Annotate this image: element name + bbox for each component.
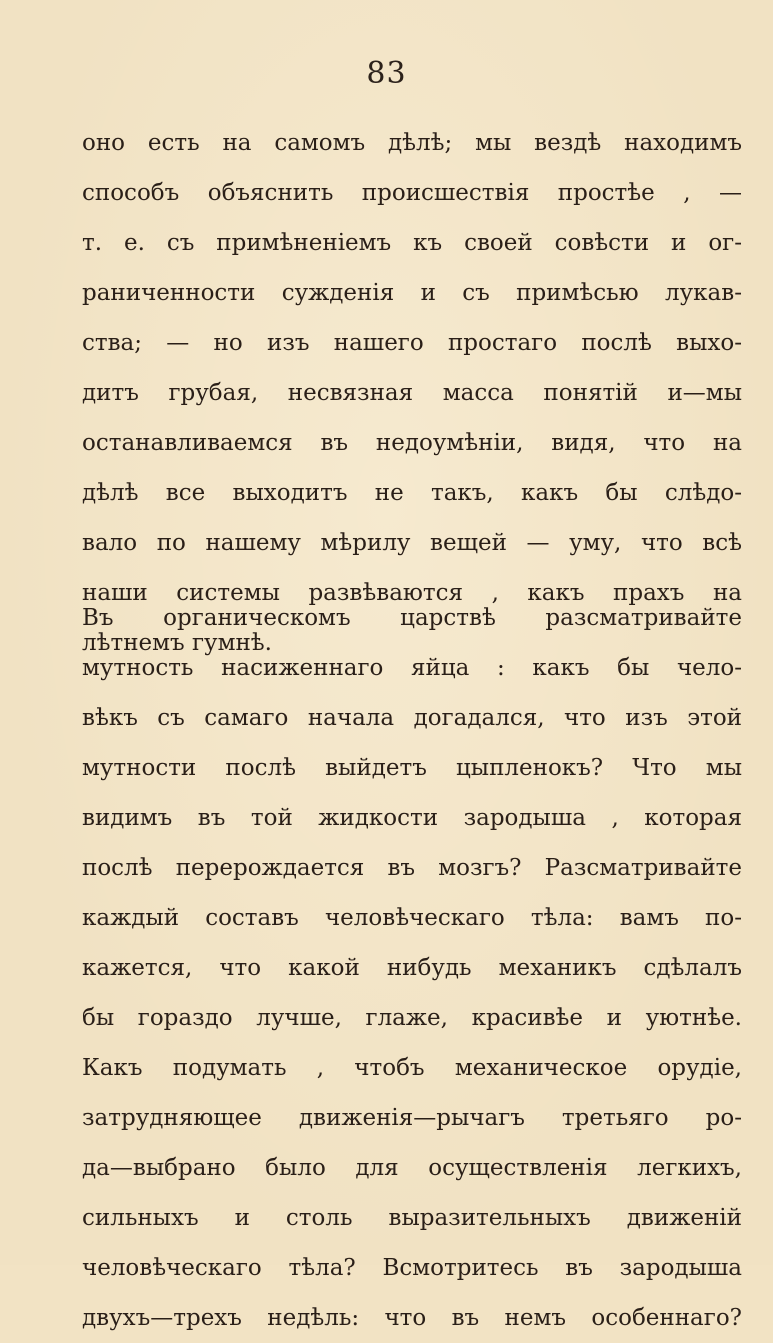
- text-line: кажется, что какой нибудь механикъ сдѣлалъ: [82, 955, 742, 981]
- text-line: вѣкъ съ самаго начала догадался, что изъ этой: [82, 705, 742, 731]
- text-line: наши системы развѣваются , какъ прахъ на: [82, 580, 742, 606]
- paragraph-1: [82, 118, 742, 668]
- text-line: Какъ подумать , чтобъ механическое орудіе,: [82, 1055, 742, 1081]
- text-line: ства; — но изъ нашего простаго послѣ выхо-: [82, 330, 742, 356]
- text-line: послѣ перерождается въ мозгъ? Разсматривайте: [82, 855, 742, 881]
- text-line: т. е. съ примѣненіемъ къ своей совѣсти и ог-: [82, 230, 742, 256]
- text-line: оно есть на самомъ дѣлѣ; мы вездѣ находимъ: [82, 130, 742, 156]
- text-line: раниченности сужденія и съ примѣсью лукав-: [82, 280, 742, 306]
- text-line: мутность насиженнаго яйца : какъ бы чело-: [82, 655, 742, 681]
- text-line: вало по нашему мѣрилу вещей — уму, что всѣ: [82, 530, 742, 556]
- paragraph-2: [82, 593, 742, 1343]
- text-line: дитъ грубая, несвязная масса понятій и—мы: [82, 380, 742, 406]
- text-line: Въ органическомъ царствѣ разсматривайте: [82, 605, 742, 631]
- text-line: мутности послѣ выйдетъ цыпленокъ? Что мы: [82, 755, 742, 781]
- text-line: лѣтнемъ гумнѣ.: [82, 630, 272, 656]
- page-number: 83: [366, 56, 407, 91]
- text-line: видимъ въ той жидкости зародыша , которая: [82, 805, 742, 831]
- text-line: останавливаемся въ недоумѣніи, видя, что на: [82, 430, 742, 456]
- text-line: человѣческаго тѣла? Всмотритесь въ зародыша: [82, 1255, 742, 1281]
- text-line: двухъ—трехъ недѣль: что въ немъ особеннаго?: [82, 1305, 742, 1331]
- text-line: затрудняющее движенія—рычагъ третьяго ро-: [82, 1105, 742, 1131]
- text-line: способъ объяснить происшествія простѣе , —: [82, 180, 742, 206]
- text-line: дѣлѣ все выходитъ не такъ, какъ бы слѣдо-: [82, 480, 742, 506]
- text-line: сильныхъ и столь выразительныхъ движеній: [82, 1205, 742, 1231]
- text-line: бы гораздо лучше, глаже, красивѣе и уютнѣе.: [82, 1005, 742, 1031]
- text-line: каждый составъ человѣческаго тѣла: вамъ по-: [82, 905, 742, 931]
- text-line: да—выбрано было для осуществленія легкихъ,: [82, 1155, 742, 1181]
